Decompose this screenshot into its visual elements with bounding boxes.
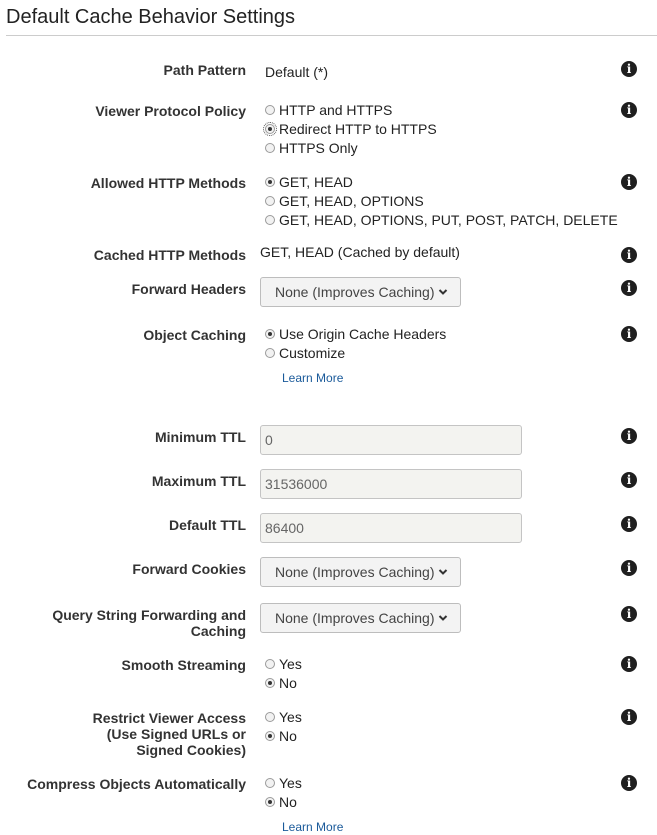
info-icon[interactable]: i bbox=[621, 61, 637, 77]
info-icon[interactable]: i bbox=[621, 247, 637, 263]
radio-label: Yes bbox=[279, 656, 302, 672]
radio-label: HTTP and HTTPS bbox=[279, 102, 393, 118]
cached-methods-label: Cached HTTP Methods bbox=[93, 247, 246, 263]
info-icon[interactable]: i bbox=[621, 709, 637, 725]
info-icon[interactable]: i bbox=[621, 656, 637, 672]
restrict-viewer-option[interactable] bbox=[265, 727, 297, 745]
object-caching-option[interactable] bbox=[265, 325, 446, 343]
object-caching-option[interactable] bbox=[265, 344, 345, 362]
smooth-streaming-label: Smooth Streaming bbox=[121, 657, 246, 673]
info-icon[interactable]: i bbox=[621, 775, 637, 791]
info-icon[interactable]: i bbox=[621, 102, 637, 118]
radio-label: No bbox=[279, 794, 297, 810]
restrict-viewer-label bbox=[6, 710, 246, 758]
info-icon[interactable]: i bbox=[621, 560, 637, 576]
radio-button[interactable] bbox=[265, 143, 275, 153]
radio-button[interactable] bbox=[265, 712, 275, 722]
restrict-viewer-label-line: Restrict Viewer Access bbox=[92, 710, 246, 726]
chevron-down-icon bbox=[438, 613, 448, 623]
restrict-viewer-label-line: Signed Cookies) bbox=[136, 742, 246, 758]
restrict-viewer-label-line: (Use Signed URLs or bbox=[106, 726, 246, 742]
radio-label: GET, HEAD, OPTIONS, PUT, POST, PATCH, DELETE bbox=[279, 212, 618, 228]
maximum-ttl-input[interactable] bbox=[260, 469, 522, 499]
info-icon[interactable]: i bbox=[621, 326, 637, 342]
forward-headers-select[interactable] bbox=[260, 277, 461, 307]
radio-button[interactable] bbox=[265, 778, 275, 788]
select-value: None (Improves Caching) bbox=[275, 284, 435, 300]
forward-cookies-label: Forward Cookies bbox=[132, 561, 246, 577]
radio-button[interactable] bbox=[265, 659, 275, 669]
maximum-ttl-label: Maximum TTL bbox=[151, 473, 246, 489]
learn-more-link[interactable]: Learn More bbox=[282, 371, 344, 385]
radio-label: Use Origin Cache Headers bbox=[279, 326, 447, 342]
smooth-streaming-option[interactable] bbox=[265, 655, 302, 673]
radio-label: No bbox=[279, 728, 297, 744]
allowed-methods-option[interactable] bbox=[265, 173, 353, 191]
allowed-methods-label: Allowed HTTP Methods bbox=[90, 175, 246, 191]
radio-button[interactable] bbox=[265, 348, 275, 358]
info-icon[interactable]: i bbox=[621, 472, 637, 488]
learn-more-link[interactable]: Learn More bbox=[282, 820, 344, 834]
info-icon[interactable]: i bbox=[621, 516, 637, 532]
query-string-label-line: Caching bbox=[190, 623, 246, 639]
minimum-ttl-input[interactable] bbox=[260, 425, 522, 455]
query-string-label bbox=[6, 607, 246, 639]
radio-button[interactable] bbox=[265, 124, 275, 134]
compress-label: Compress Objects Automatically bbox=[27, 776, 246, 792]
viewer-protocol-option[interactable] bbox=[265, 139, 358, 157]
radio-button[interactable] bbox=[265, 329, 275, 339]
title-divider bbox=[6, 35, 657, 36]
radio-label: GET, HEAD bbox=[279, 174, 353, 190]
radio-button[interactable] bbox=[265, 797, 275, 807]
radio-label: Customize bbox=[279, 345, 346, 361]
forward-cookies-select[interactable] bbox=[260, 557, 461, 587]
radio-button[interactable] bbox=[265, 196, 275, 206]
forward-headers-label: Forward Headers bbox=[131, 281, 246, 297]
compress-option[interactable] bbox=[265, 793, 297, 811]
radio-button[interactable] bbox=[265, 105, 275, 115]
radio-label: GET, HEAD, OPTIONS bbox=[279, 193, 424, 209]
viewer-protocol-option[interactable] bbox=[265, 101, 392, 119]
info-icon[interactable]: i bbox=[621, 606, 637, 622]
compress-option[interactable] bbox=[265, 774, 302, 792]
viewer-protocol-label: Viewer Protocol Policy bbox=[95, 103, 246, 119]
radio-label: HTTPS Only bbox=[279, 140, 358, 156]
info-icon[interactable]: i bbox=[621, 280, 637, 296]
select-value: None (Improves Caching) bbox=[275, 610, 435, 626]
radio-label: Yes bbox=[279, 775, 302, 791]
radio-button[interactable] bbox=[265, 731, 275, 741]
smooth-streaming-option[interactable] bbox=[265, 674, 297, 692]
select-value: None (Improves Caching) bbox=[275, 564, 435, 580]
page-title: Default Cache Behavior Settings bbox=[6, 6, 296, 28]
allowed-methods-option[interactable] bbox=[265, 192, 424, 210]
cached-methods-value: GET, HEAD (Cached by default) bbox=[260, 244, 460, 260]
chevron-down-icon bbox=[438, 287, 448, 297]
query-string-select[interactable] bbox=[260, 603, 461, 633]
restrict-viewer-option[interactable] bbox=[265, 708, 302, 726]
radio-button[interactable] bbox=[265, 177, 275, 187]
minimum-ttl-label: Minimum TTL bbox=[155, 429, 246, 445]
allowed-methods-option[interactable] bbox=[265, 211, 618, 229]
radio-label: Yes bbox=[279, 709, 302, 725]
default-ttl-input[interactable] bbox=[260, 513, 522, 543]
info-icon[interactable]: i bbox=[621, 174, 637, 190]
radio-button[interactable] bbox=[265, 215, 275, 225]
radio-label: Redirect HTTP to HTTPS bbox=[279, 121, 437, 137]
chevron-down-icon bbox=[438, 567, 448, 577]
info-icon[interactable]: i bbox=[621, 428, 637, 444]
default-ttl-label: Default TTL bbox=[169, 517, 246, 533]
radio-label: No bbox=[279, 675, 297, 691]
path-pattern-value: Default (*) bbox=[265, 64, 329, 80]
object-caching-label: Object Caching bbox=[143, 327, 246, 343]
query-string-label-line: Query String Forwarding and bbox=[52, 607, 246, 623]
radio-button[interactable] bbox=[265, 678, 275, 688]
path-pattern-label: Path Pattern bbox=[163, 62, 246, 78]
viewer-protocol-option[interactable] bbox=[265, 120, 437, 138]
